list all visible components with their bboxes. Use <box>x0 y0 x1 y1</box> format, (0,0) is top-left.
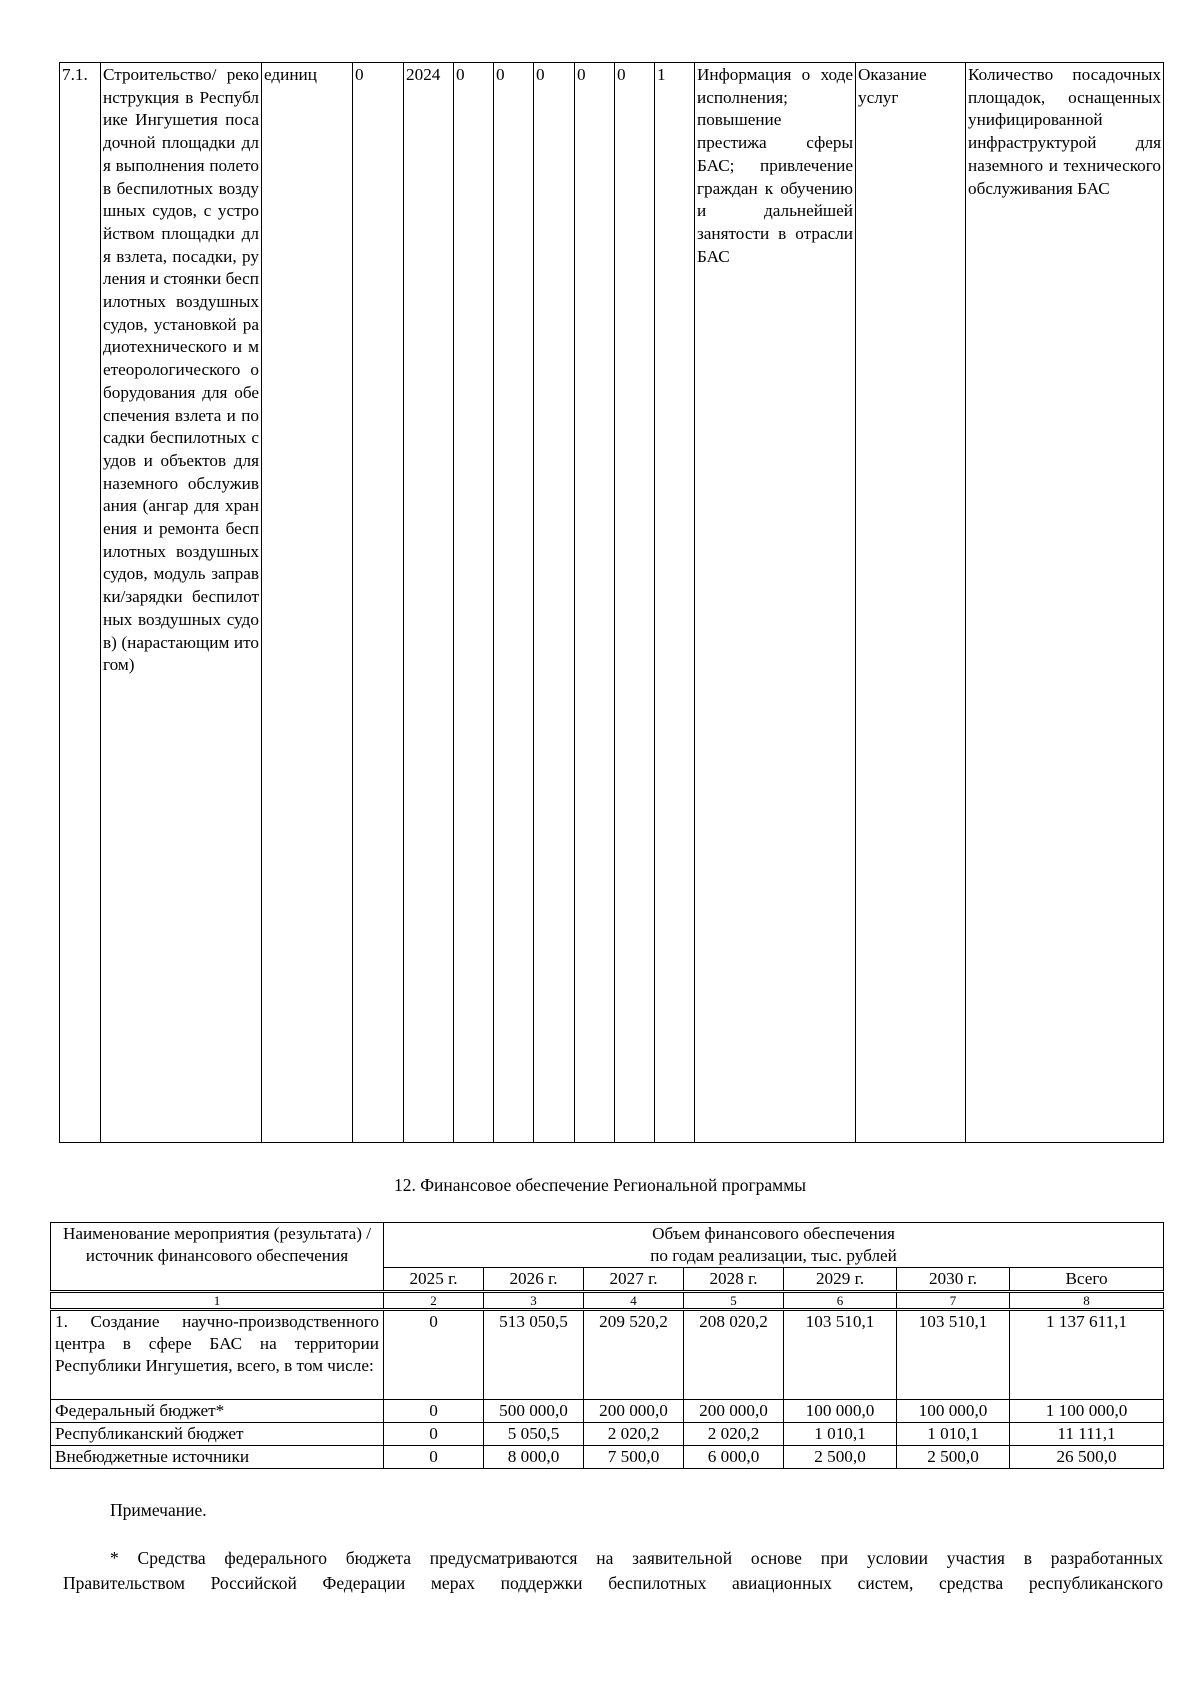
value-cell: 26 500,0 <box>1010 1446 1164 1469</box>
value-cell: 208 020,2 <box>684 1310 784 1400</box>
value-cell: 1 010,1 <box>897 1423 1010 1446</box>
value-cell: 513 050,5 <box>484 1310 584 1400</box>
row-number: 7.1. <box>60 63 101 1143</box>
value-cell: 100 000,0 <box>784 1400 897 1423</box>
value-cell: 2 500,0 <box>784 1446 897 1469</box>
measure-name: Строительство/ реконструкция в Республике Ингушетия посадочной площадки для выполнения полетов беспилотных воздушных судов, с устройством площадки для взлета, посадки, руления и стоянки беспилотных воздушных судов, установкой радиотехнического и метеорологического оборудования для обеспечения взлета и посадки беспилотных судов и объектов для наземного обслуживания (ангар для хранения и ремонта беспилотных воздушных судов, модуль заправки/зарядки беспилотных воздушных судов) (нарастающим итогом) <box>101 63 262 1143</box>
value-cell: 7 500,0 <box>584 1446 684 1469</box>
unit: единиц <box>262 63 353 1143</box>
table-row <box>60 63 1164 1143</box>
value-cell: 2 500,0 <box>897 1446 1010 1469</box>
table-row <box>51 1423 1164 1446</box>
value-cell: 2 020,2 <box>584 1423 684 1446</box>
column-index: 1 <box>51 1292 384 1310</box>
index-row <box>51 1292 1164 1310</box>
year-header: 2027 г. <box>584 1268 684 1292</box>
row-name: Внебюджетные источники <box>51 1446 384 1469</box>
year-value: 1 <box>655 63 695 1143</box>
column-index: 3 <box>484 1292 584 1310</box>
note-text-line1: * Средства федерального бюджета предусматриваются на заявительной основе при условии участия в разработанных <box>110 1548 1163 1568</box>
total-header: Всего <box>1010 1268 1164 1292</box>
section-title: 12. Финансовое обеспечение Региональной программы <box>393 1175 807 1195</box>
base-value: 0 <box>353 63 404 1143</box>
value-cell: 103 510,1 <box>897 1310 1010 1400</box>
header-name: Наименование мероприятия (результата) / источник финансового обеспечения <box>51 1223 384 1292</box>
column-index: 5 <box>684 1292 784 1310</box>
type: Оказание услуг <box>856 63 966 1143</box>
value-cell: 6 000,0 <box>684 1446 784 1469</box>
value-cell: 103 510,1 <box>784 1310 897 1400</box>
value-cell: 1 137 611,1 <box>1010 1310 1164 1400</box>
row-name: Республиканский бюджет <box>51 1423 384 1446</box>
value-cell: 209 520,2 <box>584 1310 684 1400</box>
value-cell: 0 <box>384 1400 484 1423</box>
column-index: 2 <box>384 1292 484 1310</box>
year-header: 2029 г. <box>784 1268 897 1292</box>
row-name: Федеральный бюджет* <box>51 1400 384 1423</box>
note-label: Примечание. <box>110 1500 207 1520</box>
year-header: 2026 г. <box>484 1268 584 1292</box>
header-volume-line2: по годам реализации, тыс. рублей <box>650 1246 897 1265</box>
year-header: 2028 г. <box>684 1268 784 1292</box>
table-row <box>51 1446 1164 1469</box>
value-cell: 1 010,1 <box>784 1423 897 1446</box>
column-index: 7 <box>897 1292 1010 1310</box>
table-row <box>51 1310 1164 1400</box>
base-year: 2024 <box>404 63 454 1143</box>
table-row <box>51 1400 1164 1423</box>
results-table <box>59 62 1164 1143</box>
value-cell: 11 111,1 <box>1010 1423 1164 1446</box>
year-value: 0 <box>615 63 655 1143</box>
value-cell: 2 020,2 <box>684 1423 784 1446</box>
column-index: 4 <box>584 1292 684 1310</box>
row-name: 1. Создание научно-производственного центра в сфере БАС на территории Республики Ингушетия, всего, в том числе: <box>51 1310 384 1400</box>
year-value: 0 <box>534 63 575 1143</box>
finance-table <box>50 1222 1164 1469</box>
value-cell: 200 000,0 <box>584 1400 684 1423</box>
year-value: 0 <box>494 63 534 1143</box>
year-value: 0 <box>575 63 615 1143</box>
year-header: 2030 г. <box>897 1268 1010 1292</box>
year-value: 0 <box>454 63 494 1143</box>
value-cell: 500 000,0 <box>484 1400 584 1423</box>
value-cell: 1 100 000,0 <box>1010 1400 1164 1423</box>
column-index: 8 <box>1010 1292 1164 1310</box>
note-text-line2: Правительством Российской Федерации мерах поддержки беспилотных авиационных систем, средства республиканского <box>63 1573 1163 1593</box>
finance-header-row <box>51 1223 1164 1268</box>
value-cell: 0 <box>384 1423 484 1446</box>
characteristic: Количество посадочных площадок, оснащенных унифицированной инфраструктурой для наземного и технического обслуживания БАС <box>966 63 1164 1143</box>
value-cell: 0 <box>384 1310 484 1400</box>
value-cell: 0 <box>384 1446 484 1469</box>
column-index: 6 <box>784 1292 897 1310</box>
year-header: 2025 г. <box>384 1268 484 1292</box>
information: Информация о ходе исполнения; повышение престижа сферы БАС; привлечение граждан к обучению и дальнейшей занятости в отрасли БАС <box>695 63 856 1143</box>
value-cell: 100 000,0 <box>897 1400 1010 1423</box>
value-cell: 5 050,5 <box>484 1423 584 1446</box>
value-cell: 200 000,0 <box>684 1400 784 1423</box>
header-volume <box>384 1223 1164 1268</box>
header-volume-line1: Объем финансового обеспечения <box>652 1224 895 1243</box>
value-cell: 8 000,0 <box>484 1446 584 1469</box>
